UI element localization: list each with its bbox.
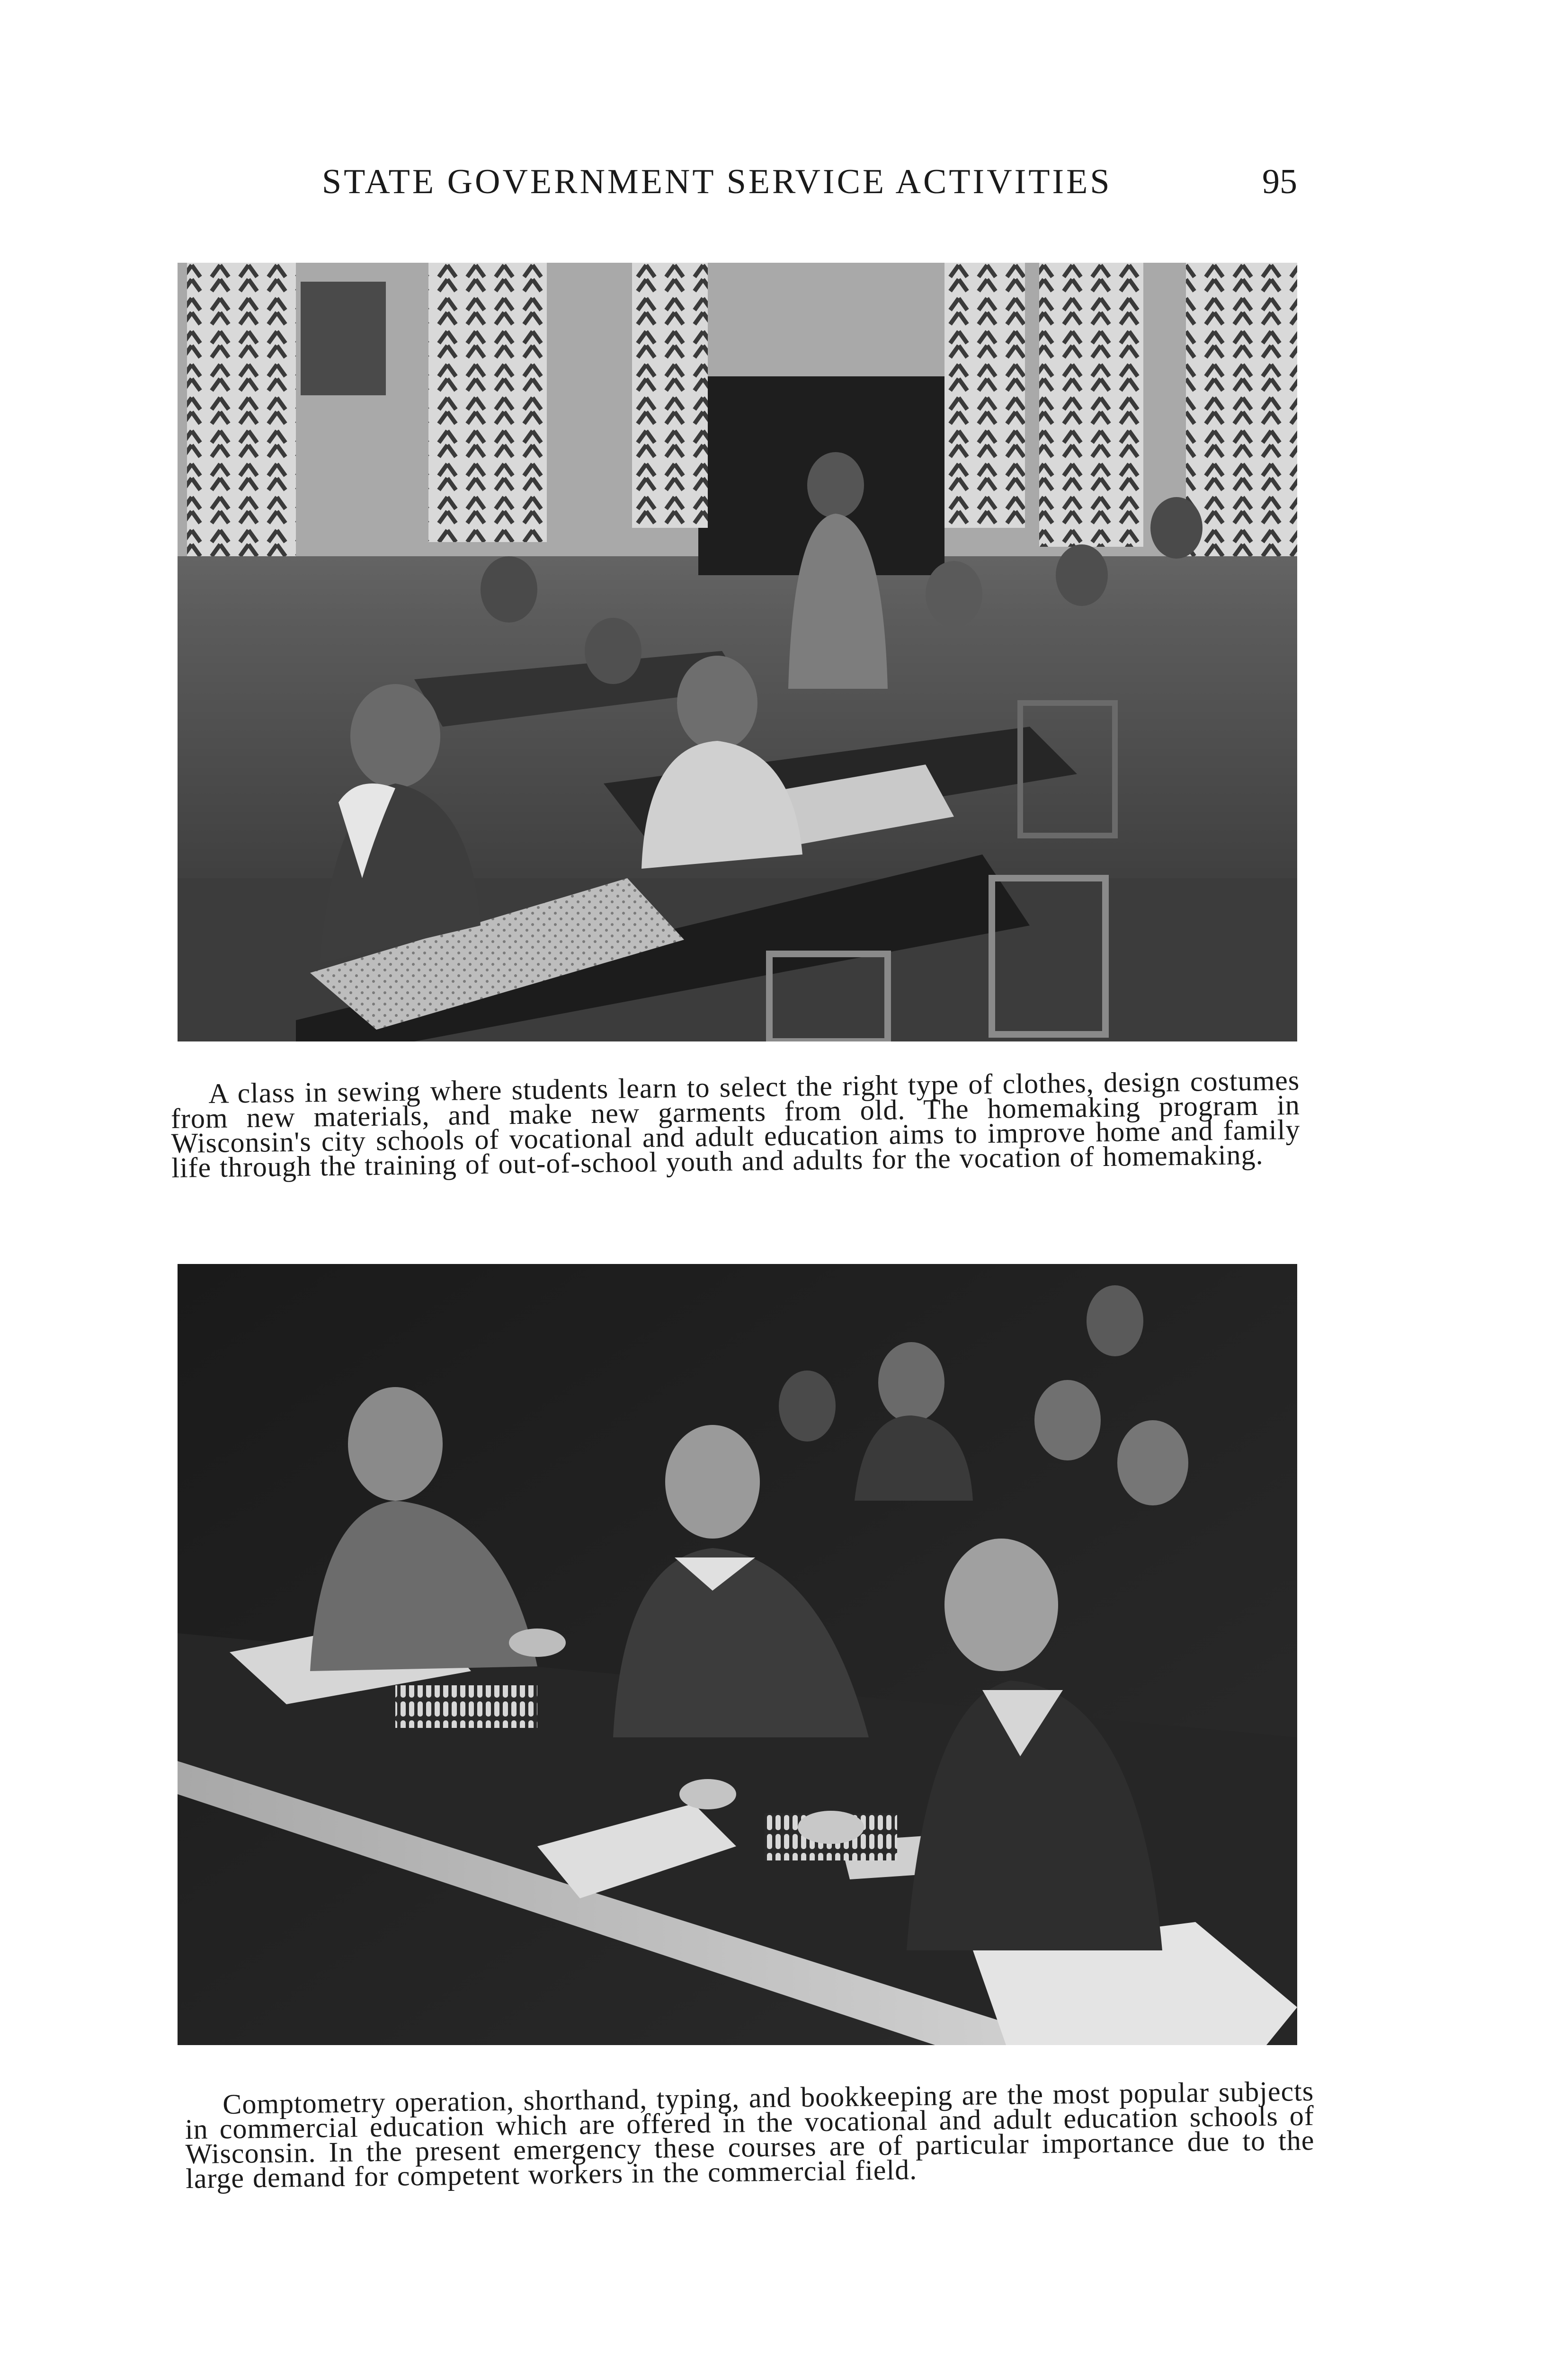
sewing-class-photo	[178, 263, 1297, 1041]
sewing-class-caption: A class in sewing where students learn to select the right type of clothes, design costumes from new materials, and make new garments from old. The homemaking program in Wisconsin's city schools of vocational and adult education aims to improve home and family life through the training of out-of-school youth and adults for the vocation of homemaking.	[170, 1064, 1301, 1184]
comptometry-class-caption: Comptometry operation, shorthand, typing, and bookkeeping are the most popular subjects in commercial education which are offered in the vocational and adult education schools of Wisconsin. In the present emergency these courses are of particular importance due to the large demand for competent workers in the commercial field.	[185, 2075, 1315, 2194]
sewing-class-photo-illustration	[178, 263, 1297, 1041]
running-header	[322, 156, 1297, 213]
running-title: STATE GOVERNMENT SERVICE ACTIVITIES	[322, 162, 1112, 201]
comptometry-class-photo	[178, 1264, 1297, 2045]
page-number: 95	[1262, 162, 1297, 201]
comptometry-class-photo-illustration	[178, 1264, 1297, 2045]
